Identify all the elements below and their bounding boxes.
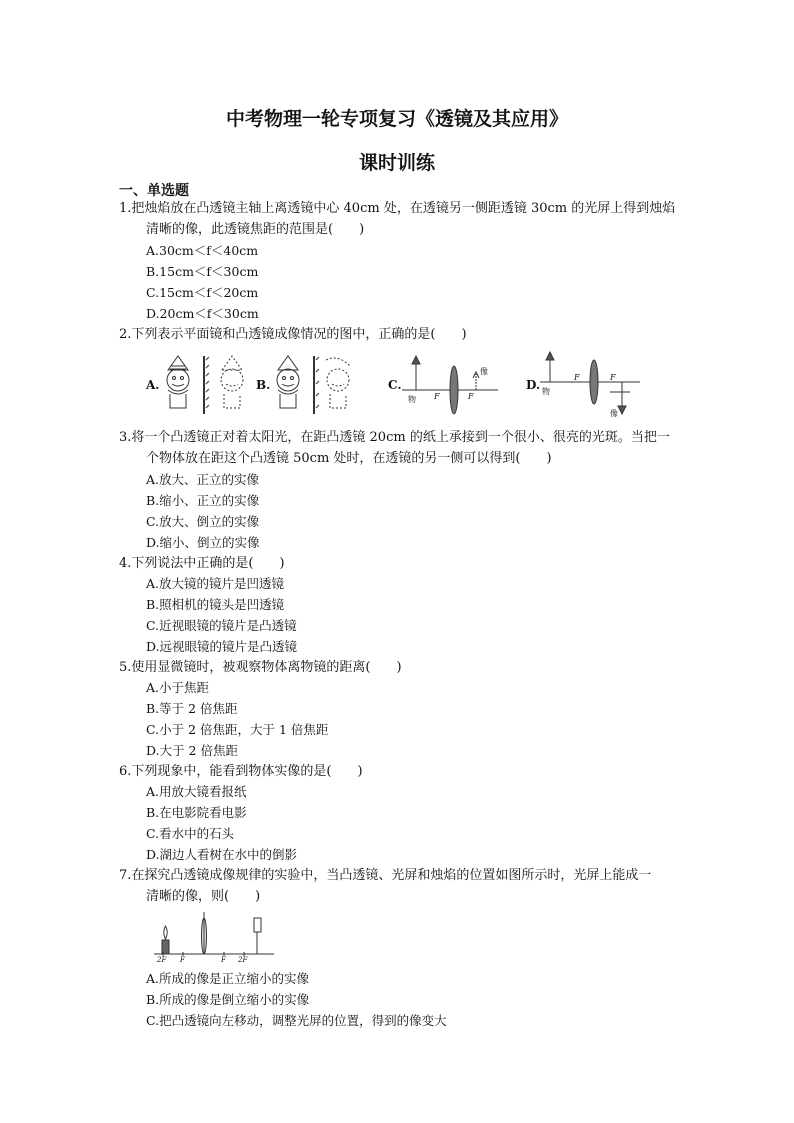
question-6-option-b: B.在电影院看电影 bbox=[146, 805, 247, 820]
clown-mirror-figure-b bbox=[256, 352, 356, 416]
figure-2b-label: B. bbox=[256, 378, 271, 392]
question-1-line1: 1.把烛焰放在凸透镜主轴上离透镜中心 40cm 处，在透镜另一侧距透镜 30cm 的光屏上得到烛焰 bbox=[119, 201, 676, 216]
figure-2d-label: D. bbox=[526, 378, 541, 392]
question-5-option-b: B.等于 2 倍焦距 bbox=[146, 701, 238, 716]
convex-lens-figure-d bbox=[526, 348, 642, 422]
figure-7-optical-bench bbox=[150, 910, 278, 966]
figure-2d bbox=[526, 348, 642, 422]
question-6 bbox=[119, 762, 699, 783]
question-7-option-c: C.把凸透镜向左移动，调整光屏的位置，得到的像变大 bbox=[146, 1013, 447, 1028]
page-subtitle: 课时训练 bbox=[358, 152, 435, 174]
page-title: 中考物理一轮专项复习《透镜及其应用》 bbox=[225, 108, 568, 130]
question-4-line1: 4.下列说法中正确的是( ) bbox=[119, 556, 285, 571]
question-6-option-c: C.看水中的石头 bbox=[146, 826, 235, 841]
figure-2c-label: C. bbox=[388, 378, 402, 392]
clown-mirror-figure-a bbox=[146, 352, 246, 416]
figure-2c bbox=[388, 350, 500, 416]
optical-bench-diagram bbox=[150, 910, 278, 966]
question-5-option-a: A.小于焦距 bbox=[146, 680, 210, 695]
question-4-option-c: C.近视眼镜的镜片是凸透镜 bbox=[146, 618, 297, 633]
question-3-line1: 3.将一个凸透镜正对着太阳光，在距凸透镜 20cm 的纸上承接到一个很小、很亮的光斑。当把一 bbox=[119, 430, 670, 445]
question-1 bbox=[119, 199, 699, 240]
question-3-option-d: D.缩小、倒立的实像 bbox=[146, 535, 260, 550]
figure-7-label-f-right: F bbox=[221, 956, 226, 964]
figure-2d-focus-label-1: F bbox=[574, 373, 580, 382]
question-5-line1: 5.使用显微镜时，被观察物体离物镜的距离( ) bbox=[119, 660, 402, 675]
figure-2c-object-label: 物 bbox=[408, 395, 416, 404]
figure-2d-image-label: 像 bbox=[610, 409, 618, 418]
question-1-line2: 清晰的像，此透镜焦距的范围是( ) bbox=[146, 221, 365, 237]
question-1-option-d: D.20cm＜f＜30cm bbox=[146, 306, 259, 321]
question-7 bbox=[119, 866, 699, 907]
question-4-option-a: A.放大镜的镜片是凹透镜 bbox=[146, 576, 285, 591]
question-7-line2: 清晰的像，则( ) bbox=[146, 888, 261, 904]
figure-7-label-2f-right: 2F bbox=[238, 956, 248, 964]
figure-2d-object-label: 物 bbox=[542, 387, 550, 396]
convex-lens-figure-c bbox=[388, 350, 500, 416]
question-3-line2: 个物体放在距这个凸透镜 50cm 处时，在透镜的另一侧可以得到( ) bbox=[146, 450, 552, 466]
question-6-option-a: A.用放大镜看报纸 bbox=[146, 784, 247, 799]
figure-2a-label: A. bbox=[146, 378, 160, 392]
question-2-line1: 2.下列表示平面镜和凸透镜成像情况的图中，正确的是( ) bbox=[119, 327, 467, 342]
question-5-option-c: C.小于 2 倍焦距，大于 1 倍焦距 bbox=[146, 722, 329, 737]
figure-2c-image-label: 像 bbox=[480, 367, 488, 376]
question-3-option-b: B.缩小、正立的实像 bbox=[146, 493, 260, 508]
question-7-option-a: A.所成的像是正立缩小的实像 bbox=[146, 971, 310, 986]
question-5 bbox=[119, 658, 699, 679]
question-4-option-b: B.照相机的镜头是凹透镜 bbox=[146, 597, 285, 612]
question-4 bbox=[119, 554, 699, 575]
question-3 bbox=[119, 428, 699, 469]
question-1-option-a: A.30cm＜f＜40cm bbox=[146, 243, 259, 258]
figure-2d-focus-label-2: F bbox=[610, 373, 616, 382]
question-7-line1: 7.在探究凸透镜成像规律的实验中，当凸透镜、光屏和烛焰的位置如图所示时，光屏上能成一 bbox=[119, 868, 652, 883]
question-6-option-d: D.湖边人看树在水中的倒影 bbox=[146, 847, 298, 862]
figure-7-label-2f-left: 2F bbox=[157, 956, 167, 964]
figure-7-label-f-left: F bbox=[180, 956, 185, 964]
figure-2a bbox=[146, 352, 246, 416]
figure-2c-focus-label-1: F bbox=[434, 392, 440, 401]
section-heading: 一、单选题 bbox=[119, 183, 189, 199]
figure-2c-focus-label-2: F bbox=[468, 392, 474, 401]
question-3-option-c: C.放大、倒立的实像 bbox=[146, 514, 260, 529]
question-7-option-b: B.所成的像是倒立缩小的实像 bbox=[146, 992, 310, 1007]
question-5-option-d: D.大于 2 倍焦距 bbox=[146, 743, 238, 758]
question-4-option-d: D.远视眼镜的镜片是凸透镜 bbox=[146, 639, 298, 654]
question-2 bbox=[119, 325, 699, 346]
figure-2b bbox=[256, 352, 356, 416]
question-3-option-a: A.放大、正立的实像 bbox=[146, 472, 260, 487]
question-6-line1: 6.下列现象中，能看到物体实像的是( ) bbox=[119, 764, 363, 779]
question-1-option-b: B.15cm＜f＜30cm bbox=[146, 264, 259, 279]
question-1-option-c: C.15cm＜f＜20cm bbox=[146, 285, 259, 300]
